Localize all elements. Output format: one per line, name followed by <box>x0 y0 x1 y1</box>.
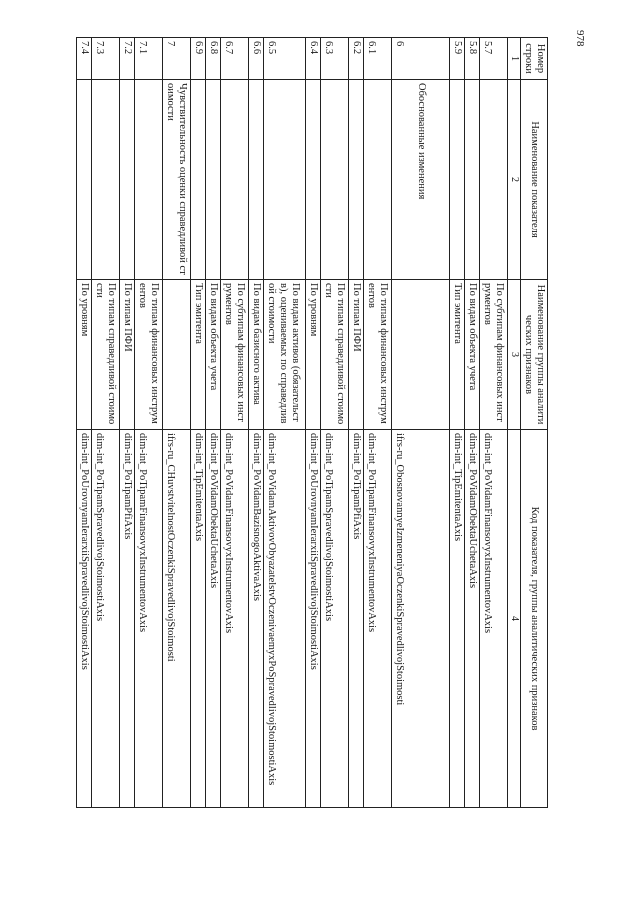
indicator-name-cell <box>249 80 264 280</box>
row-number-cell: 7 <box>162 38 190 80</box>
code-cell: dim-int_PoVidamObektaUchetaAxis <box>206 430 221 808</box>
indicator-name-cell <box>119 80 134 280</box>
code-cell: dim-int_PoVidamAktivovObyazatelstvOczenivaemyxPoSpravedlivojStoimostiAxis <box>264 430 306 808</box>
analytics-group-cell: По видам базисного актива <box>249 280 264 430</box>
analytics-group-cell <box>162 280 190 430</box>
table-row <box>134 38 162 808</box>
row-number-cell: 6.4 <box>306 38 321 80</box>
row-number-cell: 6.8 <box>206 38 221 80</box>
code-cell: dim-int_PoTipamSpravedlivojStoimostiAxis <box>91 430 119 808</box>
indicator-name-cell: Обоснованные изменения <box>392 80 450 280</box>
row-number-cell: 6.7 <box>221 38 249 80</box>
indicator-name-cell: Чувствительность оценки справедливой стоимости <box>162 80 190 280</box>
indicator-name-cell <box>221 80 249 280</box>
column-number: 1 <box>508 38 521 80</box>
row-number-cell: 6.5 <box>264 38 306 80</box>
row-number-cell: 7.4 <box>76 38 91 80</box>
code-cell: dim-int_TipEmitentaAxis <box>450 430 465 808</box>
table-row <box>321 38 349 808</box>
code-cell: dim-int_PoTipamPfiAxis <box>119 430 134 808</box>
row-number-cell: 6.6 <box>249 38 264 80</box>
analytics-group-cell: По уровням <box>76 280 91 430</box>
indicator-name-cell <box>91 80 119 280</box>
table-row <box>221 38 249 808</box>
table-row <box>91 38 119 808</box>
table-row <box>162 38 190 808</box>
table-row <box>392 38 450 808</box>
row-number-cell: 6.9 <box>190 38 205 80</box>
analytics-group-cell: По уровням <box>306 280 321 430</box>
table-header-row <box>520 38 547 808</box>
indicator-table <box>76 37 548 808</box>
column-number-row <box>508 38 521 808</box>
indicator-name-cell <box>306 80 321 280</box>
code-cell: dim-int_PoUrovnyamIerarxiiSpravedlivojStoimostiAxis <box>306 430 321 808</box>
row-number-cell: 5.9 <box>450 38 465 80</box>
header-indicator-name: Наименование показателя <box>520 80 547 280</box>
analytics-group-cell: По типам ПФИ <box>349 280 364 430</box>
analytics-group-cell: По типам финансовых инструментов <box>364 280 392 430</box>
indicator-name-cell <box>450 80 465 280</box>
analytics-group-cell <box>392 280 450 430</box>
header-row-number: Номер строки <box>520 38 547 80</box>
row-number-cell: 7.1 <box>134 38 162 80</box>
header-analytics-group: Наименование группы аналитических признаков <box>520 280 547 430</box>
row-number-cell: 6.2 <box>349 38 364 80</box>
indicator-name-cell <box>349 80 364 280</box>
code-cell: ifrs-ru_ObosnovannyeIzmeneniyaOczenkiSpravedlivojStoimosti <box>392 430 450 808</box>
code-cell: dim-int_PoTipamPfiAxis <box>349 430 364 808</box>
indicator-name-cell <box>465 80 480 280</box>
analytics-group-cell: По типам справедливой стоимости <box>91 280 119 430</box>
table-row <box>249 38 264 808</box>
analytics-group-cell: По типам справедливой стоимости <box>321 280 349 430</box>
code-cell: dim-int_PoVidamFinansovyxInstrumentovAxis <box>480 430 508 808</box>
analytics-group-cell: По видам объекта учета <box>465 280 480 430</box>
indicator-name-cell <box>190 80 205 280</box>
analytics-group-cell: По видам объекта учета <box>206 280 221 430</box>
analytics-group-cell: Тип эмитента <box>190 280 205 430</box>
row-number-cell: 7.3 <box>91 38 119 80</box>
code-cell: ifrs-ru_CHuvstvitelnostOczenkiSpravedlivojStoimosti <box>162 430 190 808</box>
column-number: 2 <box>508 80 521 280</box>
table-row <box>450 38 465 808</box>
indicator-name-cell <box>321 80 349 280</box>
code-cell: dim-int_PoVidamFinansovyxInstrumentovAxis <box>221 430 249 808</box>
code-cell: dim-int_PoVidamBazisnogoAktivaAxis <box>249 430 264 808</box>
indicator-name-cell <box>134 80 162 280</box>
page-number: 978 <box>574 30 586 47</box>
code-cell: dim-int_PoTipamFinansovyxInstrumentovAxis <box>364 430 392 808</box>
indicator-name-cell <box>480 80 508 280</box>
analytics-group-cell: По типам ПФИ <box>119 280 134 430</box>
analytics-group-cell: Тип эмитента <box>450 280 465 430</box>
analytics-group-cell: По субтипам финансовых инструментов <box>480 280 508 430</box>
code-cell: dim-int_PoTipamSpravedlivojStoimostiAxis <box>321 430 349 808</box>
table-row <box>76 38 91 808</box>
rotated-page-content <box>68 37 548 807</box>
analytics-group-cell: По субтипам финансовых инструментов <box>221 280 249 430</box>
code-cell: dim-int_TipEmitentaAxis <box>190 430 205 808</box>
column-number: 4 <box>508 430 521 808</box>
code-cell: dim-int_PoVidamObektaUchetaAxis <box>465 430 480 808</box>
table-body <box>76 38 508 808</box>
code-cell: dim-int_PoUrovnyamIerarxiiSpravedlivojStoimostiAxis <box>76 430 91 808</box>
indicator-name-cell <box>264 80 306 280</box>
table-row <box>206 38 221 808</box>
row-number-cell: 6.3 <box>321 38 349 80</box>
indicator-name-cell <box>364 80 392 280</box>
table-row <box>306 38 321 808</box>
analytics-group-cell: По типам финансовых инструментов <box>134 280 162 430</box>
table-row <box>190 38 205 808</box>
row-number-cell: 6 <box>392 38 450 80</box>
column-number: 3 <box>508 280 521 430</box>
row-number-cell: 7.2 <box>119 38 134 80</box>
header-code: Код показателя, группы аналитических признаков <box>520 430 547 808</box>
row-number-cell: 5.7 <box>480 38 508 80</box>
table-row <box>119 38 134 808</box>
table-row <box>465 38 480 808</box>
indicator-name-cell <box>76 80 91 280</box>
indicator-name-cell <box>206 80 221 280</box>
table-row <box>264 38 306 808</box>
table-row <box>349 38 364 808</box>
code-cell: dim-int_PoTipamFinansovyxInstrumentovAxis <box>134 430 162 808</box>
table-row <box>480 38 508 808</box>
table-row <box>364 38 392 808</box>
row-number-cell: 6.1 <box>364 38 392 80</box>
row-number-cell: 5.8 <box>465 38 480 80</box>
analytics-group-cell: По видам активов (обязательств), оцениваемых по справедливой стоимости <box>264 280 306 430</box>
